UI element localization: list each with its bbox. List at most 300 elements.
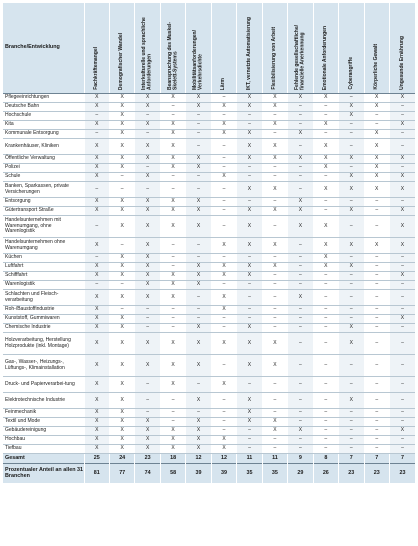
table-row — [3, 445, 415, 454]
table-cell: X — [109, 263, 134, 272]
table-cell: – — [262, 198, 287, 207]
table-cell: – — [389, 263, 415, 272]
table-cell: X — [237, 182, 262, 198]
table-cell: X — [262, 139, 287, 155]
table-cell: X — [84, 324, 109, 333]
table-cell: – — [288, 393, 313, 409]
table-row — [3, 409, 415, 418]
table-cell: X — [262, 238, 287, 254]
table-cell: X — [339, 238, 364, 254]
table-row — [3, 333, 415, 355]
table-cell: X — [237, 155, 262, 164]
table-cell: – — [339, 436, 364, 445]
table-cell: X — [84, 173, 109, 182]
table-cell: – — [237, 164, 262, 173]
table-cell: X — [186, 324, 211, 333]
row-label: Textil und Mode — [3, 418, 84, 427]
table-cell: – — [160, 112, 185, 121]
table-cell: X — [389, 207, 415, 216]
column-header-label: Fehlende gesellschaftliche/ finanzielle Anerkennung — [293, 24, 306, 90]
table-cell: X — [109, 103, 134, 112]
table-cell: X — [186, 445, 211, 454]
table-cell: X — [237, 333, 262, 355]
table-cell: – — [135, 112, 160, 121]
table-cell: X — [84, 164, 109, 173]
table-cell: – — [237, 315, 262, 324]
table-cell: X — [109, 164, 134, 173]
table-cell: X — [84, 121, 109, 130]
table-cell: X — [389, 173, 415, 182]
table-cell: X — [389, 272, 415, 281]
table-cell: – — [262, 254, 287, 263]
table-row — [3, 112, 415, 121]
table-cell: X — [109, 198, 134, 207]
table-cell: X — [84, 377, 109, 393]
table-cell: X — [237, 94, 262, 103]
table-cell: X — [186, 164, 211, 173]
table-cell: – — [186, 112, 211, 121]
table-cell: X — [186, 103, 211, 112]
table-cell: X — [237, 263, 262, 272]
table-cell: X — [288, 130, 313, 139]
table-cell: X — [135, 272, 160, 281]
table-cell: X — [135, 94, 160, 103]
table-cell: – — [364, 377, 389, 393]
table-cell: – — [262, 315, 287, 324]
column-header — [135, 3, 160, 94]
table-cell: X — [262, 355, 287, 377]
table-cell: X — [84, 207, 109, 216]
table-cell: X — [160, 445, 185, 454]
table-cell: – — [389, 355, 415, 377]
table-cell: – — [364, 324, 389, 333]
table-cell: X — [288, 427, 313, 436]
table-cell: – — [288, 238, 313, 254]
table-cell: – — [288, 164, 313, 173]
table-cell: – — [364, 121, 389, 130]
table-cell: X — [84, 290, 109, 306]
table-cell: X — [389, 238, 415, 254]
table-cell: – — [288, 436, 313, 445]
table-cell: X — [84, 272, 109, 281]
table-cell: X — [135, 121, 160, 130]
table-cell: X — [109, 445, 134, 454]
table-cell: – — [313, 207, 338, 216]
table-cell: X — [211, 173, 236, 182]
table-cell: – — [313, 272, 338, 281]
row-label: Schifffahrt — [3, 272, 84, 281]
table-cell: – — [313, 427, 338, 436]
percent-row — [3, 464, 415, 484]
table-cell: X — [135, 281, 160, 290]
table-cell: – — [211, 393, 236, 409]
table-cell: X — [186, 393, 211, 409]
table-row — [3, 393, 415, 409]
row-label: Roh-/Baustoffindustrie — [3, 306, 84, 315]
column-header — [313, 3, 338, 94]
table-row — [3, 173, 415, 182]
table-cell: – — [364, 393, 389, 409]
row-label: Entsorgung — [3, 198, 84, 207]
row-label: Druck- und Papierverarbei-tung — [3, 377, 84, 393]
column-header — [339, 3, 364, 94]
table-cell: – — [211, 94, 236, 103]
table-cell: – — [339, 306, 364, 315]
table-cell: X — [160, 94, 185, 103]
table-cell: X — [135, 155, 160, 164]
table-cell: – — [262, 164, 287, 173]
table-cell: – — [288, 272, 313, 281]
table-cell: X — [160, 281, 185, 290]
table-cell: – — [313, 315, 338, 324]
column-header-label: Lärm — [220, 77, 227, 90]
table-cell: X — [160, 216, 185, 238]
table-cell: – — [389, 377, 415, 393]
table-cell: X — [237, 393, 262, 409]
table-cell: X — [313, 216, 338, 238]
percent-cell: 26 — [313, 464, 338, 484]
table-row — [3, 290, 415, 306]
row-label: Gas-, Wasser-, Heizungs-, Lüftungs-, Klimainstallation — [3, 355, 84, 377]
table-cell: – — [211, 155, 236, 164]
table-row — [3, 315, 415, 324]
sum-cell: 24 — [109, 454, 134, 464]
table-cell: – — [313, 409, 338, 418]
table-cell: X — [288, 216, 313, 238]
table-row — [3, 281, 415, 290]
table-cell: – — [262, 377, 287, 393]
table-cell: X — [84, 263, 109, 272]
table-cell: X — [262, 121, 287, 130]
table-cell: X — [160, 290, 185, 306]
table-cell: – — [364, 409, 389, 418]
table-cell: X — [84, 333, 109, 355]
table-cell: – — [211, 198, 236, 207]
row-label: Küchen — [3, 254, 84, 263]
table-cell: X — [109, 409, 134, 418]
table-cell: X — [339, 155, 364, 164]
sum-cell: 8 — [313, 454, 338, 464]
table-row — [3, 103, 415, 112]
table-cell: X — [135, 103, 160, 112]
table-cell: – — [262, 445, 287, 454]
table-cell: – — [211, 139, 236, 155]
table-cell: – — [84, 216, 109, 238]
table-cell: – — [389, 306, 415, 315]
table-cell: X — [211, 333, 236, 355]
table-cell: – — [313, 418, 338, 427]
table-cell: – — [389, 112, 415, 121]
table-cell: – — [364, 216, 389, 238]
table-cell: – — [237, 173, 262, 182]
table-row — [3, 164, 415, 173]
column-header-label: Beanspruchung des Muskel-Skelett-Systems — [166, 21, 179, 90]
table-cell: X — [237, 355, 262, 377]
sum-cell: 12 — [211, 454, 236, 464]
table-cell: – — [237, 445, 262, 454]
table-cell: X — [339, 263, 364, 272]
sum-cell: 11 — [262, 454, 287, 464]
table-cell: – — [389, 139, 415, 155]
table-cell: – — [389, 164, 415, 173]
risk-matrix-table — [3, 3, 415, 483]
table-cell: X — [211, 121, 236, 130]
table-cell: X — [364, 173, 389, 182]
table-cell: – — [389, 198, 415, 207]
sum-cell: 23 — [135, 454, 160, 464]
table-cell: X — [262, 418, 287, 427]
table-cell: X — [109, 94, 134, 103]
table-cell: – — [364, 281, 389, 290]
table-cell: – — [339, 254, 364, 263]
table-cell: X — [237, 409, 262, 418]
table-cell: X — [237, 324, 262, 333]
table-cell: – — [84, 254, 109, 263]
table-cell: – — [389, 436, 415, 445]
table-cell: X — [109, 112, 134, 121]
table-cell: – — [160, 418, 185, 427]
table-cell: – — [339, 281, 364, 290]
percent-cell: 29 — [288, 464, 313, 484]
table-row — [3, 130, 415, 139]
table-row — [3, 238, 415, 254]
column-header — [109, 3, 134, 94]
column-header-label: Mobilitätsanforderungen/ Verkehrsdichte — [192, 30, 204, 90]
column-header-label: IKT, vernetzte Automatisierung — [245, 16, 252, 90]
table-cell: X — [84, 355, 109, 377]
table-cell: – — [339, 130, 364, 139]
table-cell: – — [211, 112, 236, 121]
table-cell: – — [389, 393, 415, 409]
table-cell: X — [211, 263, 236, 272]
table-cell: – — [135, 306, 160, 315]
table-cell: – — [288, 103, 313, 112]
table-cell: – — [364, 306, 389, 315]
sum-cell: 7 — [339, 454, 364, 464]
table-cell: – — [364, 198, 389, 207]
table-cell: – — [186, 377, 211, 393]
table-cell: X — [211, 290, 236, 306]
table-row — [3, 216, 415, 238]
table-cell: X — [211, 238, 236, 254]
branch-column-header: Branche/Entwicklung — [3, 3, 84, 94]
table-cell: – — [160, 182, 185, 198]
table-cell: X — [186, 281, 211, 290]
percent-cell: 77 — [109, 464, 134, 484]
table-row — [3, 182, 415, 198]
table-cell: – — [339, 216, 364, 238]
table-cell: X — [313, 139, 338, 155]
table-cell: – — [262, 216, 287, 238]
column-header — [186, 3, 211, 94]
table-cell: – — [186, 315, 211, 324]
table-cell: X — [313, 121, 338, 130]
table-cell: X — [288, 155, 313, 164]
table-cell: – — [288, 263, 313, 272]
table-cell: – — [84, 130, 109, 139]
table-row — [3, 436, 415, 445]
row-label: Öffentliche Verwaltung — [3, 155, 84, 164]
table-cell: X — [160, 427, 185, 436]
sum-cell: 12 — [186, 454, 211, 464]
table-cell: – — [313, 198, 338, 207]
table-cell: X — [389, 315, 415, 324]
sum-row — [3, 454, 415, 464]
table-cell: – — [313, 355, 338, 377]
table-cell: – — [389, 324, 415, 333]
table-cell: – — [364, 290, 389, 306]
table-cell: X — [339, 173, 364, 182]
table-cell: – — [389, 103, 415, 112]
row-label: Gütertransport Straße — [3, 207, 84, 216]
table-cell: X — [186, 263, 211, 272]
percent-cell: 74 — [135, 464, 160, 484]
table-cell: – — [237, 281, 262, 290]
table-cell: X — [84, 393, 109, 409]
table-cell: X — [109, 272, 134, 281]
row-label: Luftfahrt — [3, 263, 84, 272]
table-cell: – — [135, 324, 160, 333]
row-label: Handelsunternehmen mit Warenumgang, ohne Warenlogistik — [3, 216, 84, 238]
sum-cell: 7 — [364, 454, 389, 464]
column-header — [288, 3, 313, 94]
table-cell: – — [339, 377, 364, 393]
table-cell: – — [135, 393, 160, 409]
column-header — [211, 3, 236, 94]
table-cell: X — [135, 139, 160, 155]
table-cell: – — [313, 333, 338, 355]
table-cell: – — [288, 182, 313, 198]
table-cell: X — [237, 216, 262, 238]
table-cell: X — [109, 324, 134, 333]
table-cell: – — [262, 281, 287, 290]
table-cell: X — [135, 355, 160, 377]
table-cell: X — [339, 333, 364, 355]
table-cell: X — [160, 130, 185, 139]
table-cell: – — [135, 130, 160, 139]
table-cell: – — [313, 173, 338, 182]
row-label: Kunststoff, Gummiwaren — [3, 315, 84, 324]
table-cell: X — [160, 333, 185, 355]
row-label: Schule — [3, 173, 84, 182]
table-cell: X — [109, 290, 134, 306]
table-cell: – — [109, 182, 134, 198]
table-cell: X — [109, 355, 134, 377]
table-cell: – — [237, 121, 262, 130]
table-cell: X — [135, 254, 160, 263]
table-cell: – — [339, 139, 364, 155]
table-cell: – — [186, 173, 211, 182]
table-cell: – — [313, 281, 338, 290]
table-cell: – — [389, 333, 415, 355]
sum-cell: 7 — [389, 454, 415, 464]
table-cell: X — [237, 418, 262, 427]
row-label: Chemische Industrie — [3, 324, 84, 333]
column-header — [84, 3, 109, 94]
table-cell: – — [211, 315, 236, 324]
table-cell: X — [389, 121, 415, 130]
table-cell: X — [109, 418, 134, 427]
table-cell: – — [364, 436, 389, 445]
percent-cell: 23 — [339, 464, 364, 484]
table-cell: X — [84, 315, 109, 324]
table-cell: X — [186, 333, 211, 355]
table-cell: – — [364, 333, 389, 355]
table-cell: – — [313, 290, 338, 306]
table-cell: X — [160, 155, 185, 164]
table-cell: – — [237, 254, 262, 263]
row-label: Feinmechanik — [3, 409, 84, 418]
table-cell: X — [109, 393, 134, 409]
table-cell: X — [186, 216, 211, 238]
table-row — [3, 418, 415, 427]
table-cell: – — [389, 281, 415, 290]
table-cell: – — [389, 130, 415, 139]
table-cell: X — [135, 238, 160, 254]
percent-label: Prozentualer Anteil an allen 31 Branchen — [3, 464, 84, 484]
row-label: Krankenhäuser, Kliniken — [3, 139, 84, 155]
table-cell: – — [339, 418, 364, 427]
table-cell: – — [237, 427, 262, 436]
percent-cell: 39 — [186, 464, 211, 484]
table-cell: – — [160, 103, 185, 112]
percent-cell: 58 — [160, 464, 185, 484]
table-cell: X — [84, 198, 109, 207]
table-cell: X — [237, 139, 262, 155]
table-cell: X — [160, 272, 185, 281]
table-cell: X — [109, 216, 134, 238]
table-cell: X — [237, 130, 262, 139]
sum-cell: 25 — [84, 454, 109, 464]
table-cell: X — [389, 216, 415, 238]
table-cell: – — [313, 445, 338, 454]
row-label: Deutsche Bahn — [3, 103, 84, 112]
table-cell: – — [339, 272, 364, 281]
table-cell: – — [339, 94, 364, 103]
column-header-label: Interkulturelle und sprachliche Anforderungen — [141, 17, 153, 90]
table-cell: X — [84, 139, 109, 155]
percent-cell: 39 — [211, 464, 236, 484]
row-label: Polizei — [3, 164, 84, 173]
table-cell: – — [288, 355, 313, 377]
table-row — [3, 427, 415, 436]
table-cell: X — [262, 182, 287, 198]
column-header — [237, 3, 262, 94]
table-cell: X — [211, 436, 236, 445]
header-row — [3, 3, 415, 94]
table-cell: X — [389, 94, 415, 103]
row-label: Kommunale Entsorgung — [3, 130, 84, 139]
table-cell: X — [364, 164, 389, 173]
table-cell: X — [109, 427, 134, 436]
table-cell: – — [389, 409, 415, 418]
table-cell: – — [313, 436, 338, 445]
table-cell: – — [160, 393, 185, 409]
table-cell: X — [237, 238, 262, 254]
table-cell: X — [313, 155, 338, 164]
table-cell: X — [135, 427, 160, 436]
column-header-label: Ungesunde Ernährung — [398, 36, 405, 90]
row-label: Banken, Sparkassen, private Versicherungen — [3, 182, 84, 198]
table-cell: X — [364, 139, 389, 155]
table-cell: – — [135, 315, 160, 324]
table-cell: – — [84, 182, 109, 198]
table-row — [3, 121, 415, 130]
table-cell: – — [288, 377, 313, 393]
table-cell: X — [160, 139, 185, 155]
table-cell: – — [339, 290, 364, 306]
table-cell: – — [109, 281, 134, 290]
